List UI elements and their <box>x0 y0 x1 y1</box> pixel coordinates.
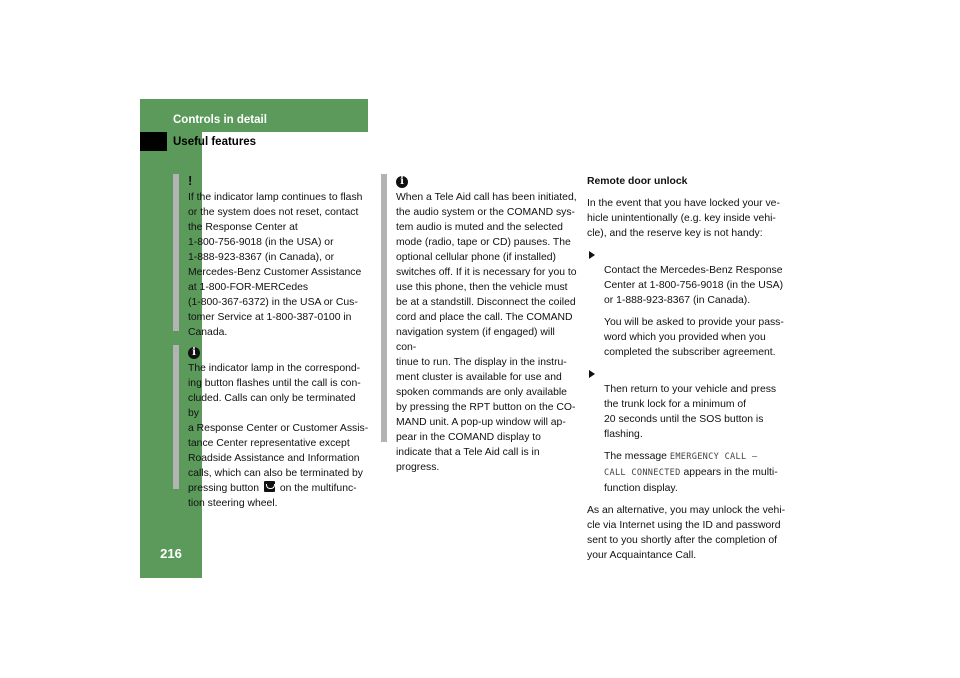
info-note-text-end: on the multifunc- tion steering wheel. <box>188 483 357 509</box>
end-call-icon <box>264 481 275 492</box>
message-suffix: appears in the multi- function display. <box>604 467 778 494</box>
tele-aid-note-text: When a Tele Aid call has been initiated, the audio system or the COMAND sys- tem audio is muted and the selected mode (radio, tape or CD) pauses. The optional cellular phone (if installed) switches off. If it is necessary for you to use this phone, then the vehicle must be at a standstill. Disconnect the coiled cord and place the call. The COMAND navigation system (if engaged) will con- tinue to run. The display in the instru- ment cluster is available for use and spoken commands are only available by pressing the RPT button on the CO- MAND unit. A pop-up window will ap- pear in the COMAND display to indicate that a Tele Aid call is in progress. <box>396 192 577 473</box>
step-return <box>587 367 802 442</box>
bullet-arrow-icon <box>589 251 595 259</box>
display-message <box>587 449 802 496</box>
message-code-line1: EMERGENCY CALL – <box>669 452 758 462</box>
step-contact-note: You will be asked to provide your pass- word which you provided when you completed the subscriber agreement. <box>604 317 784 358</box>
section-marker <box>140 132 167 151</box>
note-bar <box>173 174 179 331</box>
info-note-tele-aid <box>381 174 577 473</box>
note-bar <box>381 174 387 442</box>
page-number: 216 <box>160 546 182 561</box>
bullet-arrow-icon <box>589 370 595 378</box>
note-bar <box>173 345 179 489</box>
chapter-title: Controls in detail <box>173 114 267 126</box>
step-contact-text: Contact the Mercedes-Benz Response Center at 1-800-756-9018 (in the USA) or 1-888-923-8367 (in Canada). <box>604 265 784 306</box>
section-title: Useful features <box>173 136 257 148</box>
remote-door-unlock-section <box>587 174 802 563</box>
warning-note <box>173 173 369 338</box>
message-code-line2: CALL CONNECTED <box>604 468 681 478</box>
alternative-text: As an alternative, you may unlock the vehi- cle via Internet using the ID and password sent to you shortly after the completion of your Acquaintance Call. <box>587 505 786 561</box>
info-icon: i <box>188 347 200 359</box>
remote-door-unlock-heading: Remote door unlock <box>587 176 688 187</box>
exclamation-icon: ! <box>188 173 193 188</box>
message-prefix: The message <box>604 451 670 462</box>
info-icon: i <box>396 176 408 188</box>
remote-intro: In the event that you have locked your ve- hicle unintentionally (e.g. key inside vehi- cle), and the reserve key is not handy: <box>587 198 780 239</box>
warning-note-text: If the indicator lamp continues to flash or the system does not reset, contact the Response Center at 1-800-756-9018 (in the USA) or 1-888-923-8367 (in Canada), or Mercedes-Benz Customer Assistance at 1-800-FOR-MERCedes (1-800-367-6372) in the USA or Cus- tomer Service at 1-800-387-0100 in Canada. <box>188 192 363 338</box>
info-note-indicator <box>173 345 369 509</box>
info-note-text <box>188 361 369 511</box>
step-return-text: Then return to your vehicle and press the trunk lock for a minimum of 20 seconds until the SOS button is flashing. <box>604 384 777 440</box>
info-note-text-start: The indicator lamp in the correspond- ing button flashes until the call is con- cluded. Calls can only be terminated by a Response Center or Customer Assis- tance Center representative except Roadside Assistance and Information calls, which can also be terminated by pressing button <box>188 363 369 494</box>
step-contact <box>587 248 802 308</box>
